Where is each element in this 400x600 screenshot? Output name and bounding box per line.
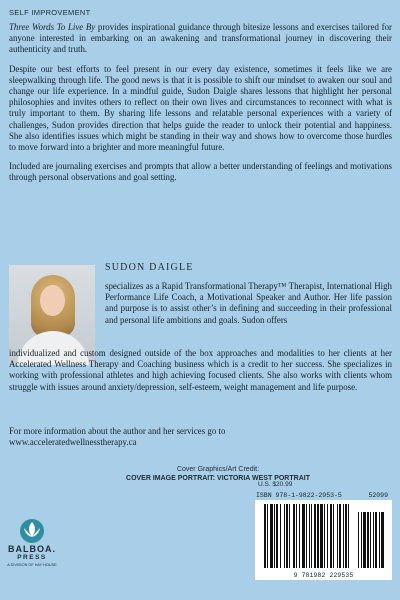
isbn-line: [256, 492, 388, 499]
barcode: [255, 500, 392, 580]
isbn-number: ISBN 978-1-9822-2953-5: [256, 492, 342, 499]
lotus-icon: [17, 515, 47, 543]
author-name: SUDON DAIGLE: [105, 262, 194, 273]
description-paragraph: Despite our best efforts to feel present in our every day existence, sometimes it feels like we are sleepwalking through life. The good news is that it is possible to shift our mindset to awaken our soul and change our life experience. In a mindful guide, Sudon Daigle shares lessons that highlight her personal philosophies and invites others to reflect on their own lives and circumstances to reconnect with what is truly important to them. By sharing life lessons and relatable personal experiences with a variety of challenges, Sudon provides direction that helps guide the reader to unlock their potential and happiness. She also identifies issues which might be standing in their way and shows how to overcome those hurdles to move forward into a brighter and more meaningful future.: [9, 63, 392, 153]
credit-portrait: COVER IMAGE PORTRAIT: VICTORIA WEST PORTRAIT: [126, 475, 310, 482]
back-cover-blurb: [9, 22, 392, 192]
intro-text: provides inspirational guidance through bitesize lessons and exercises tailored for anyone interested in embarking on an awakening and transformational journey in discovering their authenticity and truth.: [9, 22, 392, 55]
publisher-tagline: A DIVISION OF HAY HOUSE: [7, 563, 57, 567]
book-title: Three Words To Live By: [9, 22, 96, 32]
price-code: 52099: [368, 492, 388, 499]
price-label: U.S. $20.99: [258, 481, 293, 488]
cover-credit: [96, 465, 340, 483]
website-link[interactable]: www.acceleratedwellnesstherapy.ca: [9, 437, 137, 448]
barcode-digits: 9 781982 229535: [293, 572, 354, 579]
category-label: SELF IMPROVEMENT: [9, 8, 91, 17]
barcode-bars: [255, 500, 392, 572]
publisher-logo: [6, 515, 58, 568]
intro-paragraph: [9, 22, 392, 56]
credit-heading: Cover Graphics/Art Credit:: [176, 466, 260, 473]
more-info: [9, 426, 392, 448]
publisher-name: BALBOA.: [8, 544, 56, 554]
author-bio-top: specializes as a Rapid Transformational Therapy™ Therapist, International High Performance Life Coach, a Motivational Speaker and Author. Her life passion and purpose is to assist other’s in defining and succeeding in their professional and personal life ambitions and goals. Sudon offers: [105, 281, 392, 325]
more-info-line: For more information about the author and her services go to: [9, 426, 226, 436]
publisher-press: PRESS: [17, 554, 47, 561]
author-bio-bottom: individualized and custom designed outside of the box approaches and modalities to her clients at her Accelerated Wellness Therapy and Coaching business which is a credit to her success. She specializes in working with professional athletes and high achieving focused clients. She also works with clients whom struggle with issues around anxiety/depression, self-esteem, weight management and life purpose.: [9, 348, 392, 392]
journaling-paragraph: Included are journaling exercises and prompts that allow a better understanding of feelings and motivations through personal observations and goal setting.: [9, 161, 392, 183]
